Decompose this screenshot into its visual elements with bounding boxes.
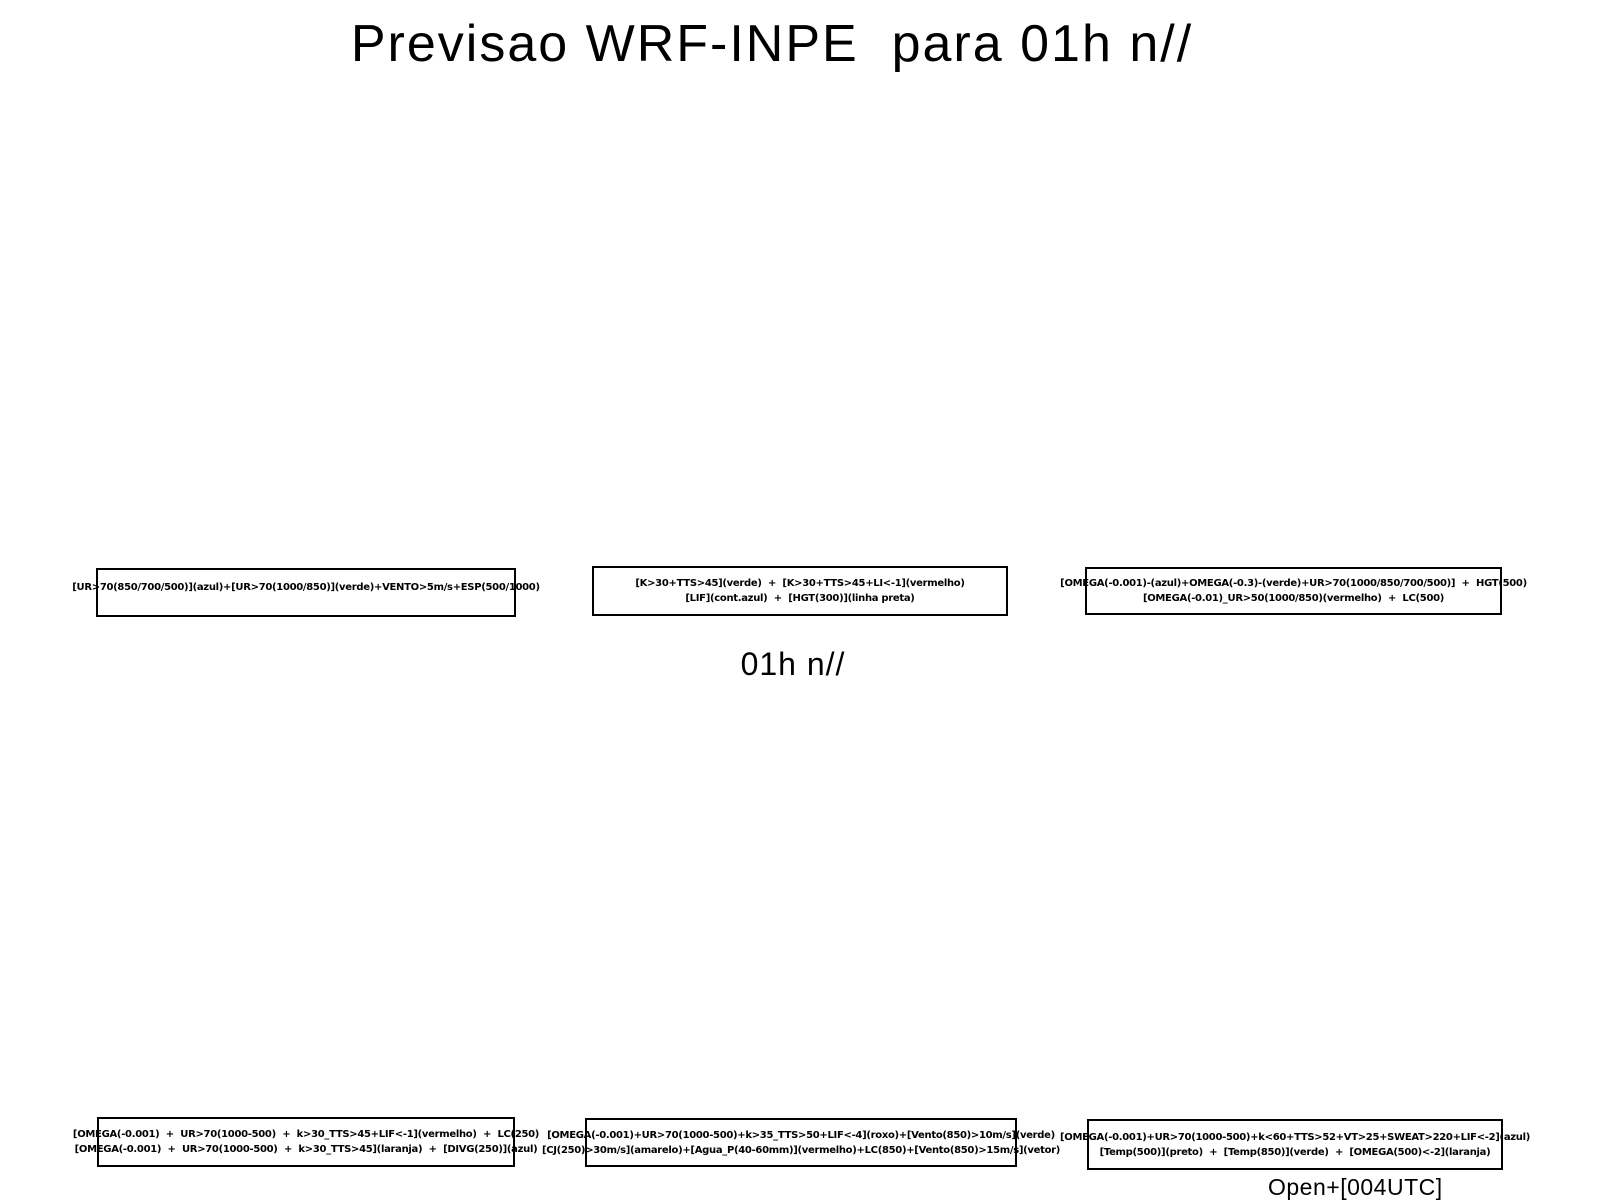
legend-line: [OMEGA(-0.001) + UR>70(1000-500) + k>30_TTS>45+LIF<-1](vermelho) + LC(250) (72, 1129, 540, 1140)
legend-box-bottom-center (541, 1118, 1061, 1167)
legend-box-bottom-left (72, 1117, 540, 1167)
legend-box-top-left (72, 568, 540, 617)
center-time-label: 01h n// (740, 646, 846, 682)
legend-box-top-center (592, 566, 1008, 616)
legend-line: [OMEGA(-0.001) + UR>70(1000-500) + k>30_TTS>45](laranja) + [DIVG(250)](azul) (74, 1144, 538, 1155)
legend-line: [UR>70(850/700/500)](azul)+[UR>70(1000/850)](verde)+VENTO>5m/s+ESP(500/1000) (72, 582, 540, 593)
legend-line: [OMEGA(-0.001)+UR>70(1000-500)+k>35_TTS>50+LIF<-4](roxo)+[Vento(850)>10m/s](verde) (547, 1129, 1055, 1141)
legend-line: [Temp(500)](preto) + [Temp(850)](verde) + [OMEGA(500)<-2](laranja) (1099, 1146, 1491, 1158)
page-title: Previsao WRF-INPE para 01h n// (350, 15, 1194, 73)
footer-open-label: Open+[004UTC] (1268, 1174, 1443, 1200)
legend-line: [OMEGA(-0.001)-(azul)+OMEGA(-0.3)-(verde)+UR>70(1000/850/700/500)] + HGT(500) (1060, 578, 1527, 589)
legend-line: [LIF](cont.azul) + [HGT(300)](linha preta) (685, 593, 915, 604)
legend-line: [OMEGA(-0.001)+UR>70(1000-500)+k<60+TTS>52+VT>25+SWEAT>220+LIF<-2](azul) (1059, 1131, 1531, 1143)
legend-line: [K>30+TTS>45](verde) + [K>30+TTS>45+LI<-1](vermelho) (635, 578, 965, 589)
legend-line: [OMEGA(-0.01)_UR>50(1000/850)(vermelho) + LC(500) (1142, 593, 1445, 604)
legend-line: [CJ(250)>30m/s](amarelo)+[Agua_P(40-60mm)](vermelho)+LC(850)+[Vento(850)>15m/s](vetor) (541, 1144, 1061, 1156)
legend-box-bottom-right (1059, 1119, 1531, 1170)
legend-box-top-right (1060, 567, 1527, 615)
